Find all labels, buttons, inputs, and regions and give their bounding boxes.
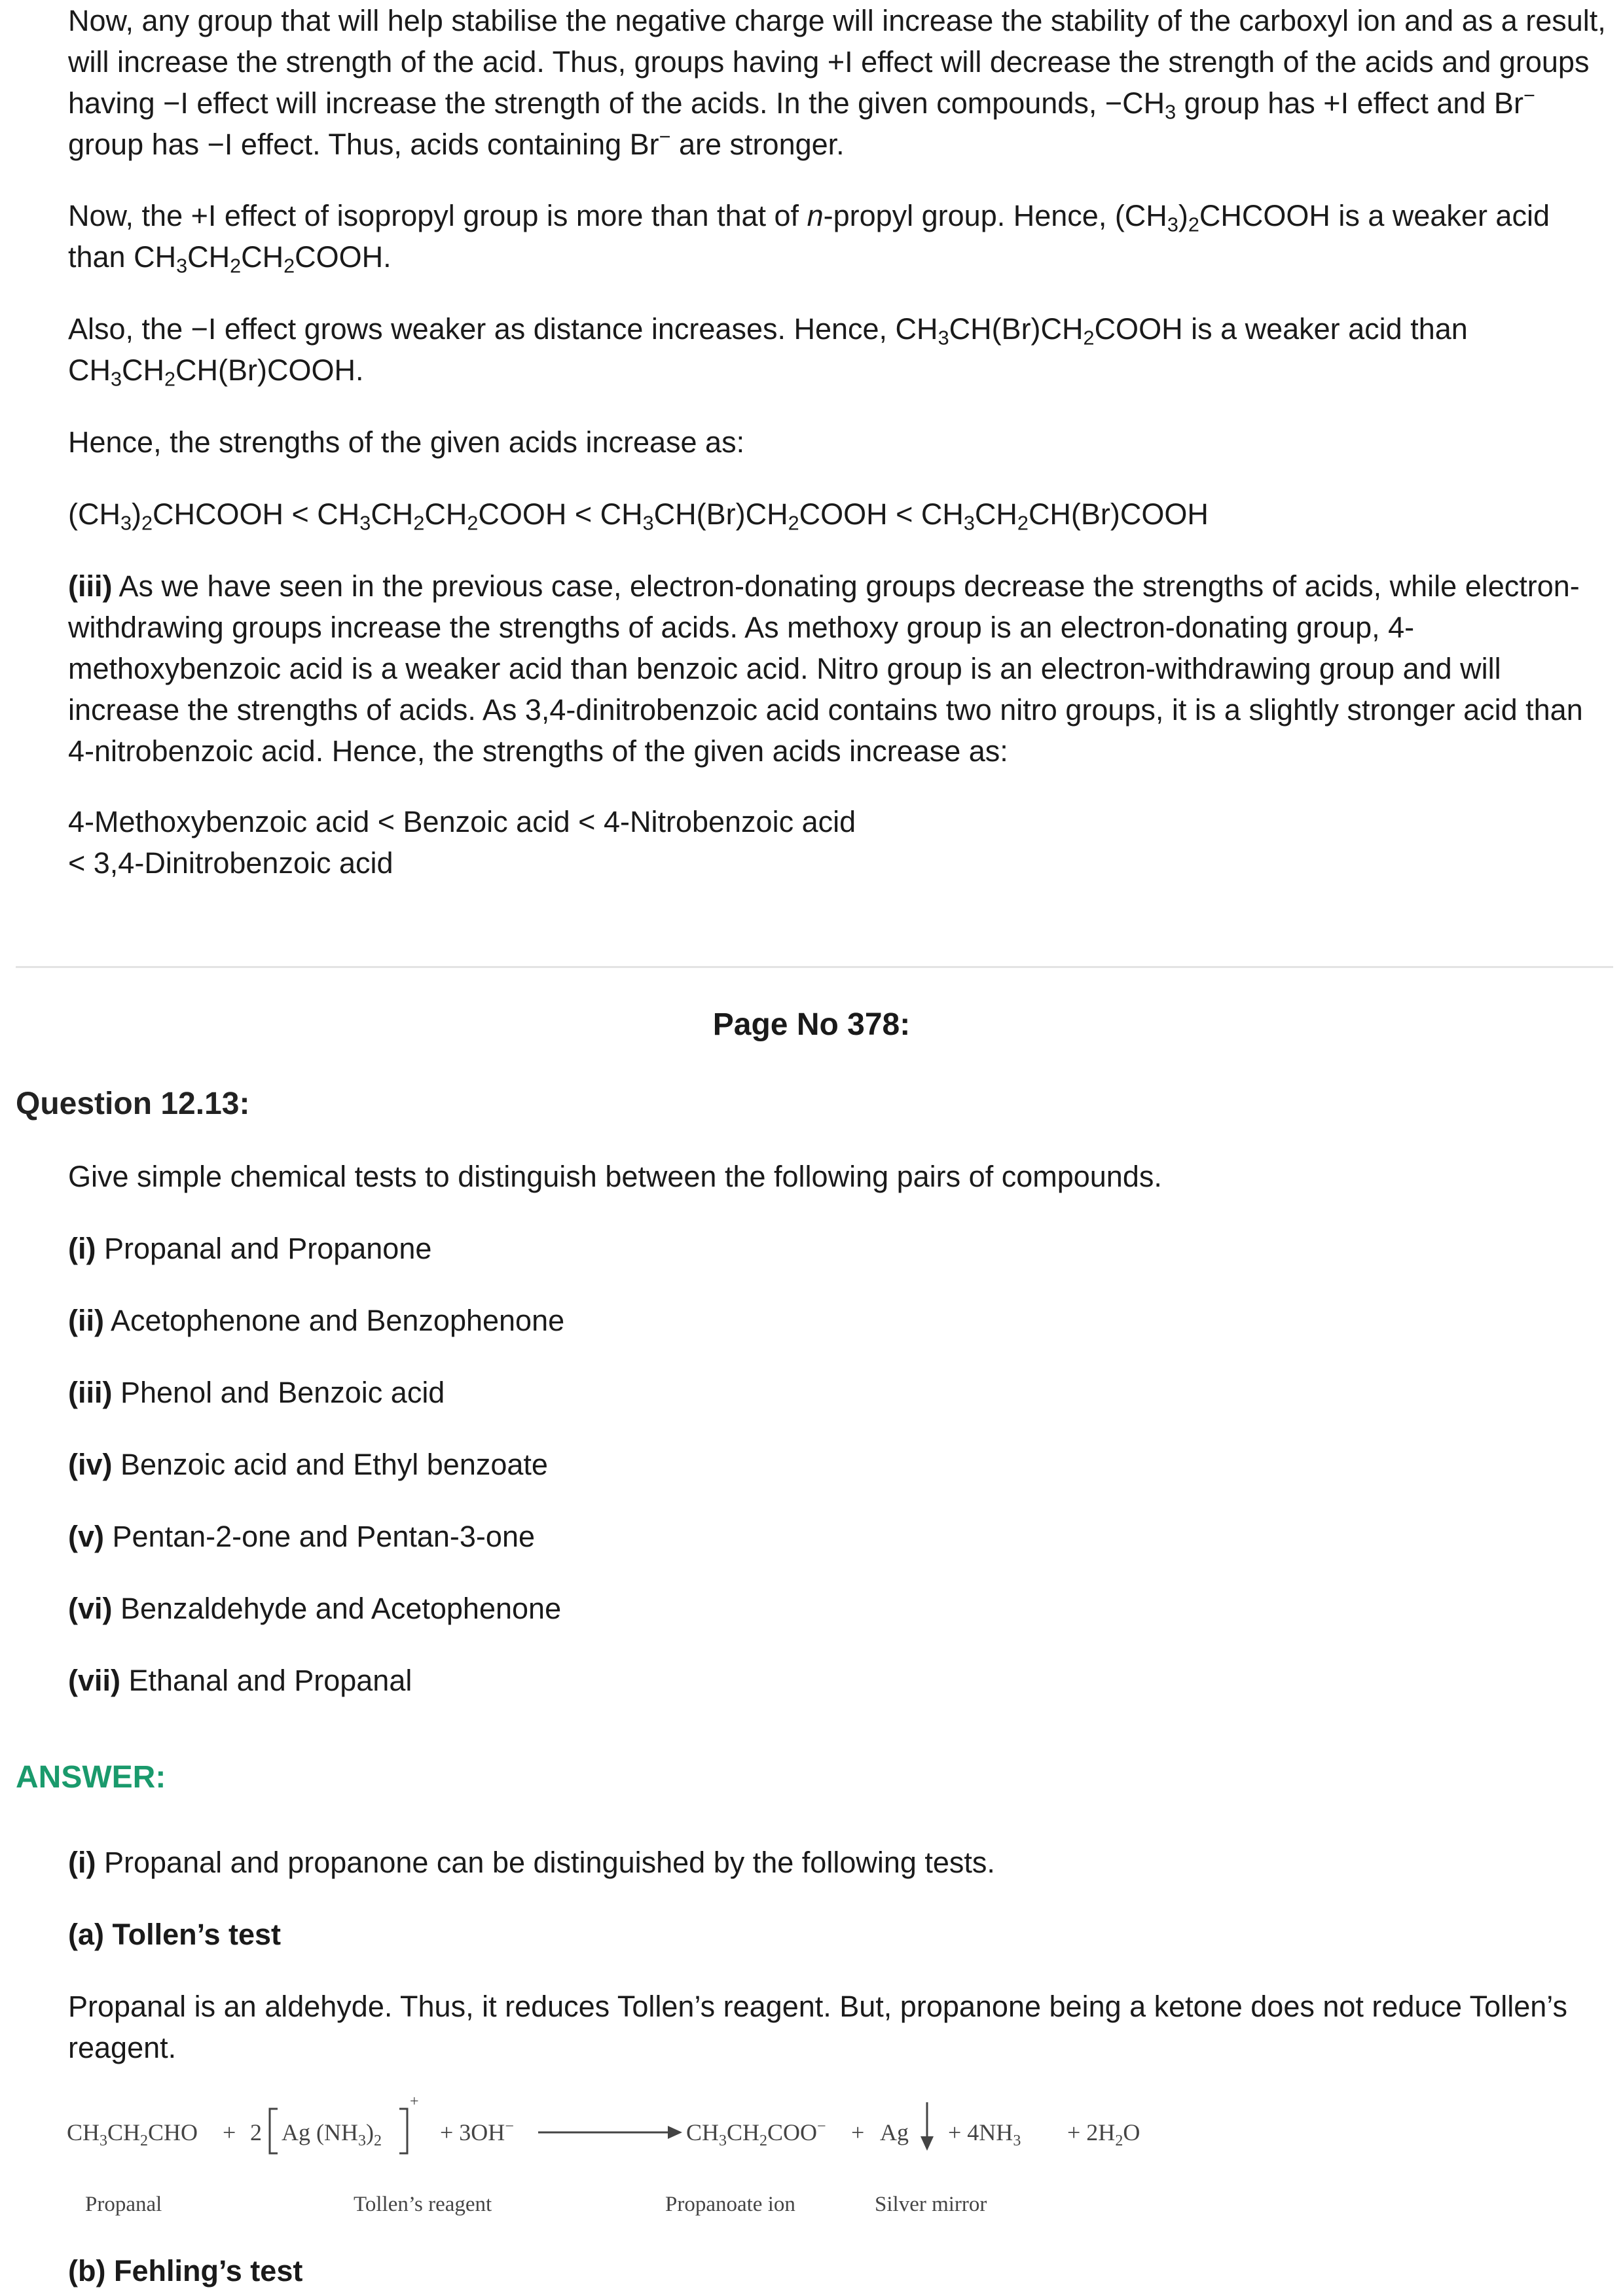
tollens-complex: Ag $(NH_3)_2$ [282, 2119, 382, 2149]
paragraph-isopropyl-effect: Now, the +I effect of isopropyl group is more than that of n-propyl group. Hence, $(CH_3)_2CHCOOH$ is a weaker acid than $CH_3CH_2CH_2COOH$. [68, 199, 1550, 278]
paragraph-carboxyl-stability: Now, any group that will help stabilise the negative charge will increase the stability of the carboxyl ion and as a result, will increase the strength of the acid. Thus, groups having +I effect will decrease the strength of the acids and groups having −I effect will increase the strength of the acids. In the given compounds, $-CH_3$ group has +I effect and Br− group has −I effect. Thus, acids containing Br− are stronger. [68, 4, 1606, 161]
page-number: Page No 378: [712, 1007, 911, 1042]
silver-product: Ag [880, 2119, 909, 2145]
plus-sign: + [851, 2119, 865, 2145]
section-divider [16, 966, 1613, 968]
water-product: + $2H_2O$ [1067, 2119, 1140, 2149]
hydroxide: + 3OH− [440, 2118, 514, 2145]
benzoic-strength-order: 4-Methoxybenzoic acid < Benzoic acid < 4-Nitrobenzoic acid < 3,4-Dinitrobenzoic acid [68, 805, 856, 880]
tollens-reaction-equation [65, 2088, 1192, 2225]
question-item: (iv) Benzoic acid and Ethyl benzoate [68, 1448, 548, 1481]
label-propanal: Propanal [85, 2193, 162, 2216]
reactant-propanal: $CH_3CH_2CHO$ [67, 2119, 198, 2149]
question-item: (iii) Phenol and Benzoic acid [68, 1376, 445, 1409]
label-propanoate-ion: Propanoate ion [665, 2193, 795, 2216]
fehlings-test-heading: (b) Fehling’s test [68, 2254, 303, 2287]
tollens-test-heading: (a) Tollen’s test [68, 1918, 282, 1951]
question-heading: Question 12.13: [16, 1086, 250, 1121]
question-item: (v) Pentan-2-one and Pentan-3-one [68, 1520, 535, 1553]
answer-intro: (i) Propanal and propanone can be distinguished by the following tests. [68, 1846, 995, 1879]
tollens-test-description: Propanal is an aldehyde. Thus, it reduces Tollen’s reagent. But, propanone being a ketone does not reduce Tollen’s reagent. [68, 1990, 1567, 2064]
product-propanoate: $CH_3CH_2COO^-$ [686, 2118, 826, 2149]
question-item: (ii) Acetophenone and Benzophenone [68, 1304, 565, 1337]
plus-sign: + [223, 2119, 236, 2145]
question-item: (i) Propanal and Propanone [68, 1232, 432, 1265]
question-intro: Give simple chemical tests to distinguish between the following pairs of compounds. [68, 1160, 1162, 1193]
answer-heading: ANSWER: [16, 1760, 166, 1795]
coefficient: 2 [250, 2119, 262, 2145]
paragraph-benzoic-acids: (iii) As we have seen in the previous case, electron-donating groups decrease the strengths of acids, while electron-withdrawing groups increase the strengths of acids. As methoxy group is an electron-donating group, 4-methoxybenzoic acid is a weaker acid than benzoic acid. Nitro group is an electron-withdrawing group and will increase the strengths of acids. As 3,4-dinitrobenzoic acid contains two nitro groups, it is a slightly stronger acid than 4-nitrobenzoic acid. Hence, the strengths of the given acids increase as: [68, 569, 1583, 768]
arrow-head-icon [668, 2126, 682, 2139]
left-bracket [270, 2109, 278, 2153]
paragraph-strength-intro: Hence, the strengths of the given acids increase as: [68, 425, 745, 459]
label-tollens-reagent: Tollen’s reagent [354, 2193, 492, 2216]
complex-charge: + [410, 2093, 419, 2110]
down-arrow-icon [921, 2136, 934, 2151]
ammonia-product: + $4NH_3$ [948, 2119, 1021, 2149]
label-silver-mirror: Silver mirror [875, 2193, 987, 2216]
question-item: (vi) Benzaldehyde and Acetophenone [68, 1592, 562, 1625]
right-bracket [399, 2109, 407, 2153]
acid-strength-order: $(CH_3)_2CHCOOH$ < $CH_3CH_2CH_2COOH$ < $CH_3CH(Br)CH_2COOH$ < $CH_3CH_2CH(Br)COOH$ [68, 497, 1209, 535]
question-item: (vii) Ethanal and Propanal [68, 1664, 412, 1697]
paragraph-distance-effect: Also, the −I effect grows weaker as distance increases. Hence, $CH_3CH(Br)CH_2COOH$ is a weaker acid than $CH_3CH_2CH(Br)COOH$. [68, 312, 1468, 391]
